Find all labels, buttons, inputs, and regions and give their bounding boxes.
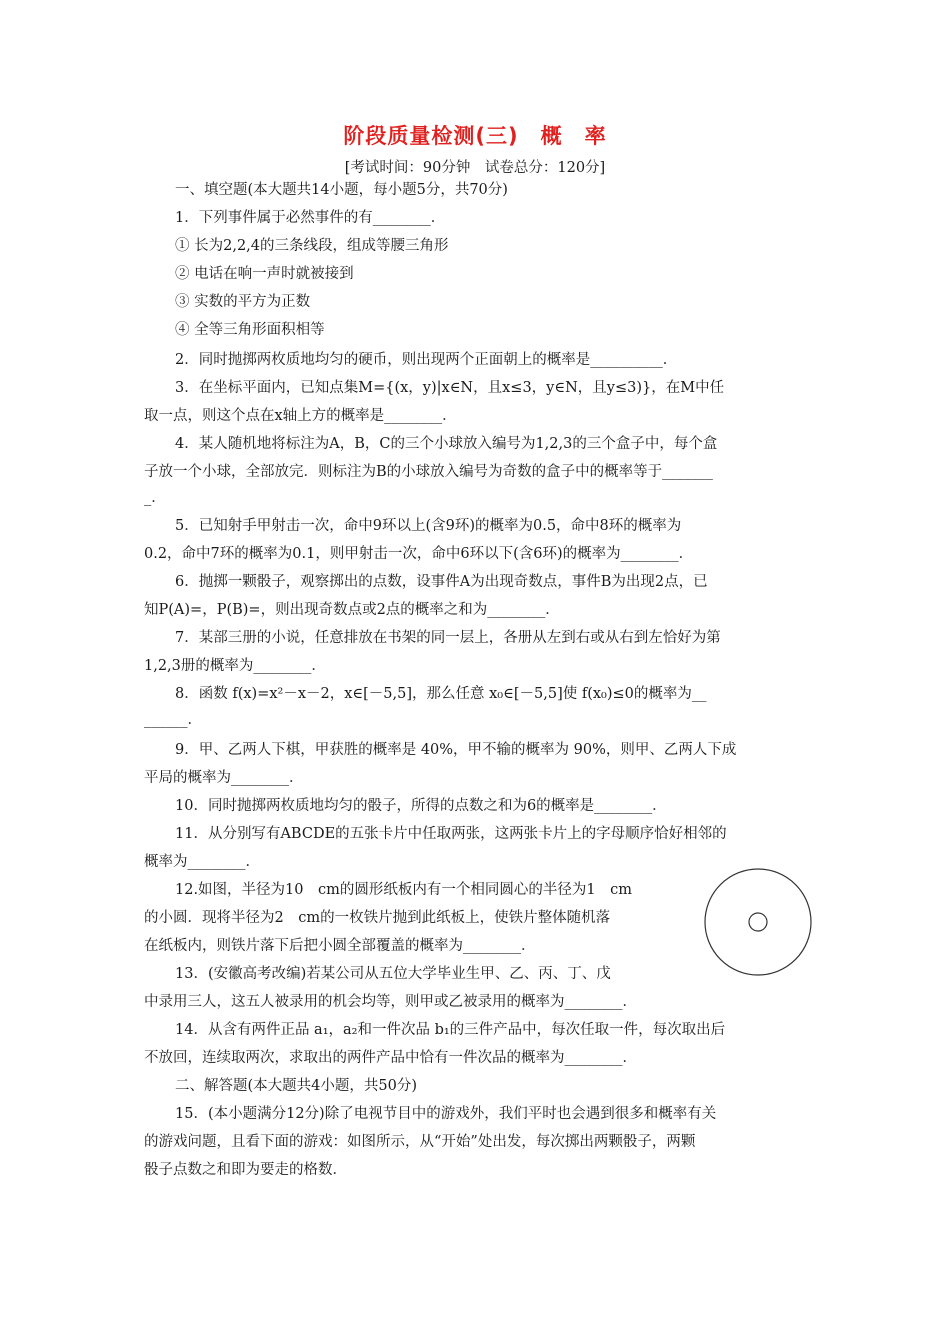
section-heading-answer: 二、解答题(本大题共4小题，共50分) xyxy=(175,1078,417,1094)
question-line: 的游戏问题，且看下面的游戏：如图所示，从“开始”处出发，每次掷出两颗骰子，两颗 xyxy=(144,1134,696,1150)
section-heading-fill-blank: 一、填空题(本大题共14小题，每小题5分，共70分) xyxy=(175,182,508,198)
question-line: 知P(A)=，P(B)=，则出现奇数点或2点的概率之和为________． xyxy=(144,602,560,618)
question-line: 骰子点数之和即为要走的格数． xyxy=(144,1162,347,1178)
question-line: 9．甲、乙两人下棋，甲获胜的概率是 40%，甲不输的概率为 90%，则甲、乙两人下成 xyxy=(175,742,737,758)
concentric-circles-figure xyxy=(702,866,814,978)
question-line: 6．抛掷一颗骰子，观察掷出的点数，设事件A为出现奇数点，事件B为出现2点，已 xyxy=(175,574,708,590)
question-line: 0.2，命中7环的概率为0.1，则甲射击一次，命中6环以下(含6环)的概率为________． xyxy=(144,546,694,562)
option-line: ② 电话在响一声时就被接到 xyxy=(175,266,354,282)
question-line: 4．某人随机地将标注为A，B，C的三个小球放入编号为1,2,3的三个盒子中，每个盒 xyxy=(175,436,718,452)
question-line: _． xyxy=(144,490,166,506)
question-line: 7．某部三册的小说，任意排放在书架的同一层上，各册从左到右或从右到左恰好为第 xyxy=(175,630,721,646)
question-line: 8．函数 f(x)=x²－x－2，x∈[－5,5]，那么任意 x₀∈[－5,5]使 f(x₀)≤0的概率为__ xyxy=(175,686,707,702)
question-line: 13．(安徽高考改编)若某公司从五位大学毕业生甲、乙、丙、丁、戊 xyxy=(175,966,611,982)
question-line: 取一点，则这个点在x轴上方的概率是________． xyxy=(144,408,457,424)
page-title: 阶段质量检测(三) 概 率 xyxy=(343,124,607,148)
question-line: 11．从分别写有ABCDE的五张卡片中任取两张，这两张卡片上的字母顺序恰好相邻的 xyxy=(175,826,727,842)
question-line: 1．下列事件属于必然事件的有________． xyxy=(175,210,446,226)
question-line: 在纸板内，则铁片落下后把小圆全部覆盖的概率为________． xyxy=(144,938,536,954)
question-line: 平局的概率为________． xyxy=(144,770,304,786)
outer-circle xyxy=(705,869,811,975)
option-line: ③ 实数的平方为正数 xyxy=(175,294,311,310)
question-line: 中录用三人，这五人被录用的机会均等，则甲或乙被录用的概率为________． xyxy=(144,994,637,1010)
question-line: 不放回，连续取两次，求取出的两件产品中恰有一件次品的概率为________． xyxy=(144,1050,637,1066)
question-line: 12.如图，半径为10 cm的圆形纸板内有一个相同圆心的半径为1 cm xyxy=(175,882,632,898)
question-line: 5．已知射手甲射击一次，命中9环以上(含9环)的概率为0.5，命中8环的概率为 xyxy=(175,518,682,534)
option-line: ① 长为2,2,4的三条线段，组成等腰三角形 xyxy=(175,238,449,254)
question-line: 10．同时抛掷两枚质地均匀的骰子，所得的点数之和为6的概率是________． xyxy=(175,798,667,814)
question-line: 3．在坐标平面内，已知点集M={(x，y)|x∈N，且x≤3，y∈N，且y≤3)}，在M中任 xyxy=(175,380,725,396)
question-line: 概率为________． xyxy=(144,854,260,870)
exam-info: [考试时间：90分钟 试卷总分：120分] xyxy=(344,160,606,176)
question-line: 15．(本小题满分12分)除了电视节目中的游戏外，我们平时也会遇到很多和概率有关 xyxy=(175,1106,717,1122)
option-line: ④ 全等三角形面积相等 xyxy=(175,322,325,338)
question-line: 1,2,3册的概率为________． xyxy=(144,658,326,674)
question-line: 2．同时抛掷两枚质地均匀的硬币，则出现两个正面朝上的概率是__________． xyxy=(175,352,678,368)
inner-circle xyxy=(749,913,767,931)
question-line: 14．从含有两件正品 a₁，a₂和一件次品 b₁的三件产品中，每次任取一件，每次取出后 xyxy=(175,1022,726,1038)
question-line: 的小圆．现将半径为2 cm的一枚铁片抛到此纸板上，使铁片整体随机落 xyxy=(144,910,611,926)
question-line: ______． xyxy=(144,712,202,728)
question-line: 子放一个小球，全部放完．则标注为B的小球放入编号为奇数的盒子中的概率等于_______ xyxy=(144,464,713,480)
